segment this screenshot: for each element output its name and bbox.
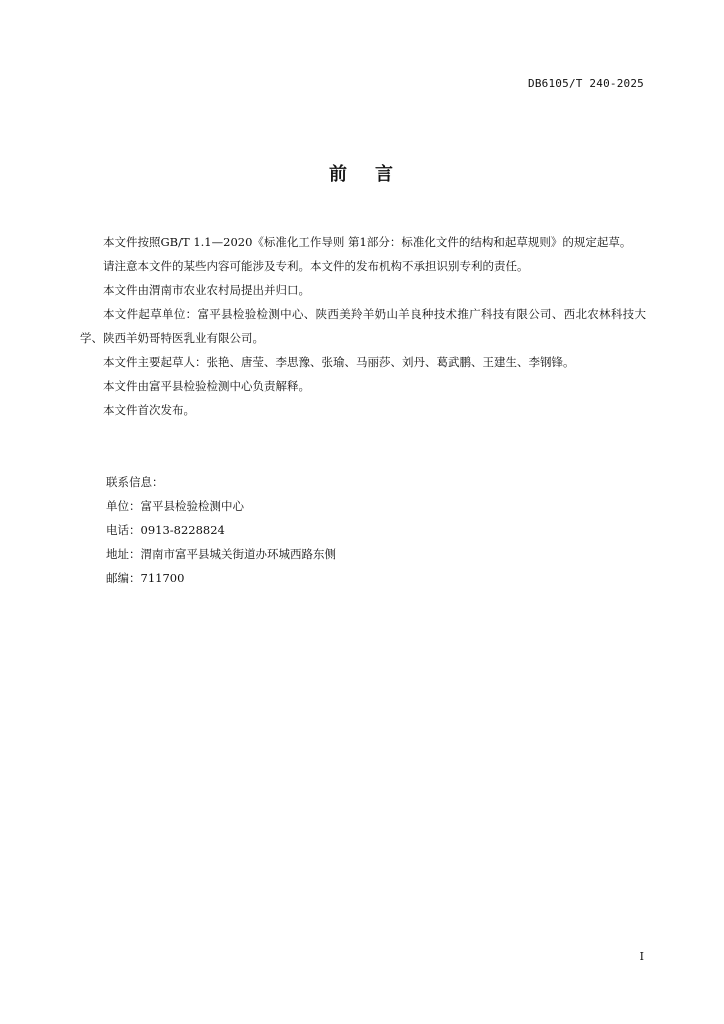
paragraph-interpretation: 本文件由富平县检验检测中心负责解释。 xyxy=(103,379,310,393)
page-number: I xyxy=(639,950,644,963)
contact-phone: 电话：0913-8228824 xyxy=(106,523,225,537)
paragraph-patent-notice: 请注意本文件的某些内容可能涉及专利。本文件的发布机构不承担识别专利的责任。 xyxy=(103,259,529,273)
contact-heading: 联系信息： xyxy=(106,475,164,489)
contact-address: 地址：渭南市富平县城关街道办环城西路东侧 xyxy=(106,547,336,561)
paragraph-drafting-units: 本文件起草单位：富平县检验检测中心、陕西美羚羊奶山羊良种技术推广科技有限公司、西北农林科技大学、陕西羊奶哥特医乳业有限公司。 xyxy=(80,307,646,345)
foreword-body xyxy=(80,230,646,422)
contact-unit: 单位：富平县检验检测中心 xyxy=(106,499,244,513)
document-code: DB6105/T 240-2025 xyxy=(528,77,644,90)
paragraph-first-release: 本文件首次发布。 xyxy=(103,403,195,417)
paragraph-drafters: 本文件主要起草人：张艳、唐莹、李思豫、张瑜、马丽莎、刘丹、葛武鹏、王建生、李钢锋。 xyxy=(103,355,575,369)
page-title xyxy=(0,160,724,186)
title-char-2: 言 xyxy=(375,164,395,185)
contact-postcode: 邮编：711700 xyxy=(106,571,185,585)
paragraph-proposer: 本文件由渭南市农业农村局提出并归口。 xyxy=(103,283,310,297)
paragraph-standard-basis: 本文件按照GB/T 1.1—2020《标准化工作导则 第1部分：标准化文件的结构和起草规则》的规定起草。 xyxy=(103,235,632,249)
contact-info xyxy=(106,470,626,590)
title-char-1: 前 xyxy=(329,164,349,185)
